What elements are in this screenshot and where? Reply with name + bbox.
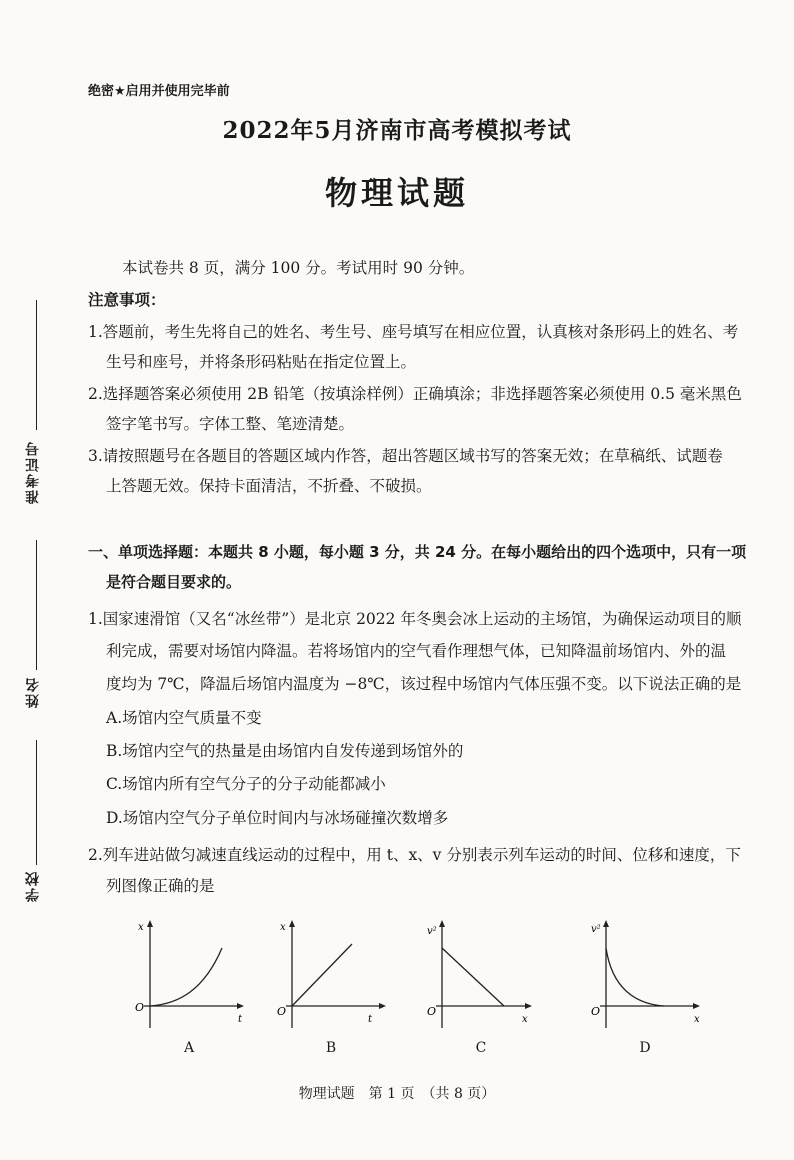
- graph-c-letter: C: [475, 1040, 487, 1056]
- ticket-number-label: 准考证号: [25, 440, 41, 504]
- name-rule: [36, 540, 37, 670]
- school-label: 学校: [25, 870, 41, 902]
- note-2-line-1: 2.选择题答案必须使用 2B 铅笔（按填涂样例）正确填涂；非选择题答案必须使用 0.5 毫米黑色: [88, 385, 742, 403]
- graph-d-x-label: x: [694, 1014, 700, 1025]
- graph-a-plot: [134, 918, 244, 1038]
- q2-stem-line-2: 列图像正确的是: [106, 877, 215, 895]
- note-1-line-2: 生号和座号，并将条形码粘贴在指定位置上。: [106, 353, 417, 371]
- graph-a-origin: O: [135, 1001, 145, 1014]
- graph-a-x-label: t: [238, 1014, 243, 1025]
- confidential-notice: 绝密★启用并使用完毕前: [88, 84, 230, 99]
- q1-option-c: C.场馆内所有空气分子的分子动能都减小: [106, 775, 386, 793]
- graph-d-letter: D: [639, 1040, 651, 1056]
- school-rule: [36, 740, 37, 865]
- graph-b-x-label: t: [368, 1014, 373, 1025]
- graph-d-y-label: v²: [591, 924, 601, 935]
- q2-stem-line-1: 2.列车进站做匀减速直线运动的过程中，用 t、x、v 分别表示列车运动的时间、位移和速度，下: [88, 846, 741, 864]
- graph-d-origin: O: [591, 1005, 601, 1018]
- graph-b-letter: B: [325, 1040, 337, 1056]
- section-1-heading-cont: 是符合题目要求的。: [106, 573, 242, 591]
- subject-title: 物理试题: [324, 174, 469, 212]
- graph-c-x-label: x: [522, 1014, 528, 1025]
- graph-b-origin: O: [277, 1005, 287, 1018]
- graph-d-y-arrow: [603, 920, 609, 927]
- graph-c-line: [442, 948, 504, 1006]
- graph-c-origin: O: [427, 1005, 437, 1018]
- graph-b-x-arrow: [379, 1003, 386, 1009]
- graph-a-letter: A: [183, 1040, 195, 1056]
- name-label: 姓名: [25, 676, 41, 708]
- graph-b-y-label: x: [280, 922, 286, 933]
- graph-c: [426, 918, 536, 1068]
- exam-title: 2022年5月济南市高考模拟考试: [222, 117, 572, 144]
- graph-c-x-arrow: [525, 1003, 532, 1009]
- graph-b-line: [292, 944, 352, 1006]
- exam-intro: 本试卷共 8 页，满分 100 分。考试用时 90 分钟。: [122, 259, 475, 277]
- note-3-line-1: 3.请按照题号在各题目的答题区域内作答，超出答题区域书写的答案无效；在草稿纸、试题卷: [88, 447, 723, 465]
- graph-d: [590, 918, 700, 1068]
- q1-stem-line-3: 度均为 7℃，降温后场馆内温度为 −8℃，该过程中场馆内气体压强不变。以下说法正确的是: [106, 675, 742, 693]
- q1-stem-line-1: 1.国家速滑馆（又名“冰丝带”）是北京 2022 年冬奥会冰上运动的主场馆，为确保运动项目的顺: [88, 610, 742, 628]
- graph-a-curve: [150, 948, 222, 1006]
- graph-c-plot: [426, 918, 536, 1038]
- graph-a-y-label: x: [138, 922, 144, 933]
- graph-c-y-label: v²: [427, 926, 437, 937]
- graph-d-plot: [590, 918, 705, 1038]
- section-1-heading: 一、单项选择题：本题共 8 小题，每小题 3 分，共 24 分。在每小题给出的四个选项中，只有一项: [88, 543, 747, 561]
- page-footer: 物理试题 第 1 页 （共 8 页）: [298, 1086, 496, 1102]
- graph-b: [276, 918, 386, 1068]
- graph-a-y-arrow: [147, 920, 153, 927]
- graph-b-y-arrow: [289, 920, 295, 927]
- q1-option-a: A.场馆内空气质量不变: [106, 709, 262, 727]
- q1-stem-line-2: 利完成，需要对场馆内降温。若将场馆内的空气看作理想气体，已知降温前场馆内、外的温: [106, 642, 727, 660]
- graph-a: [134, 918, 244, 1068]
- note-2-line-2: 签字笔书写。字体工整、笔迹清楚。: [106, 415, 355, 433]
- ticket-number-rule: [36, 300, 37, 430]
- graph-c-y-arrow: [439, 920, 445, 927]
- graph-d-curve: [606, 948, 664, 1006]
- graph-b-plot: [276, 918, 386, 1038]
- q1-option-d: D.场馆内空气分子单位时间内与冰场碰撞次数增多: [106, 809, 449, 827]
- note-3-line-2: 上答题无效。保持卡面清洁，不折叠、不破损。: [106, 477, 432, 495]
- graph-a-x-arrow: [237, 1003, 244, 1009]
- note-1-line-1: 1.答题前，考生先将自己的姓名、考生号、座号填写在相应位置，认真核对条形码上的姓名、考: [88, 323, 739, 341]
- q1-option-b: B.场馆内空气的热量是由场馆内自发传递到场馆外的: [106, 742, 464, 760]
- notes-heading: 注意事项：: [88, 291, 166, 309]
- graph-d-x-arrow: [693, 1003, 700, 1009]
